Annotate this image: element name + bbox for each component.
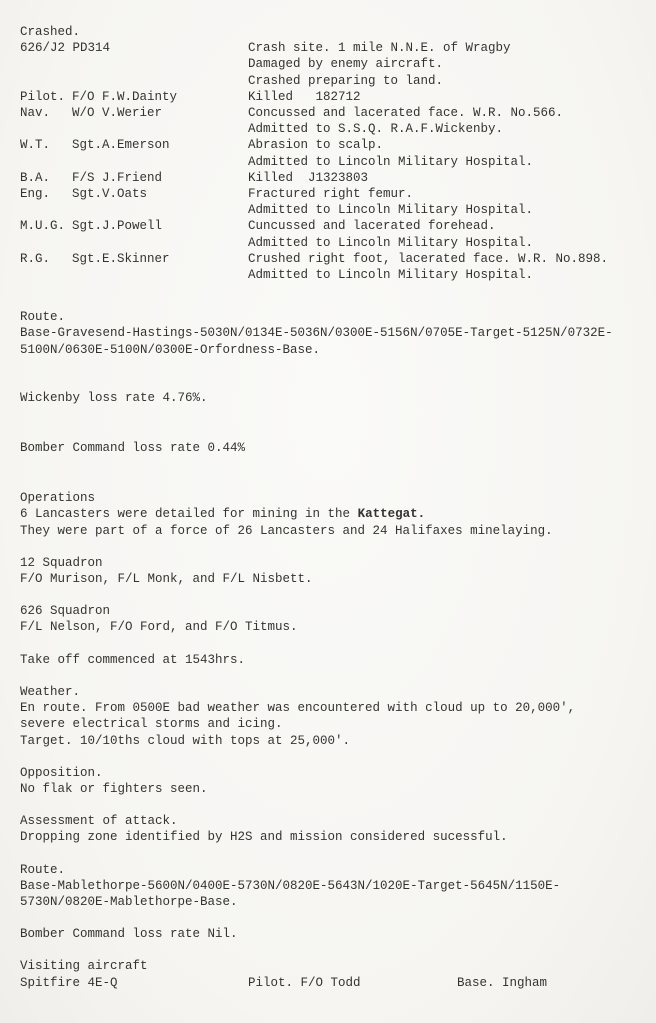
squadron-12-crews: F/O Murison, F/L Monk, and F/L Nisbett. [20,572,313,587]
visiting-aircraft-pilot: Pilot. F/O Todd [248,975,361,990]
squadron-12-title: 12 Squadron [20,555,103,570]
crew-outcome-line: Abrasion to scalp. [248,138,384,153]
section-squadron-12 [20,555,650,587]
squadron-626-title: 626 Squadron [20,604,111,619]
section-assessment [20,813,650,845]
crew-name: Sgt.A.Emerson [72,138,170,153]
operations-detail-line [20,506,650,522]
crew-row-rg [20,251,650,283]
crew-outcome-line: Fractured right femur. [248,187,414,202]
crew-outcome-line: Killed J1323803 [248,170,369,185]
squadron-626-crews: F/L Nelson, F/O Ford, and F/O Titmus. [20,620,298,635]
operations-target-name: Kattegat. [357,507,426,522]
crew-role: B.A. [20,170,51,185]
crew-outcome [248,170,650,186]
visiting-aircraft-row [20,975,650,991]
crew-row-pilot [20,89,650,105]
visiting-aircraft-base: Base. Ingham [457,975,548,990]
crew-outcome [248,186,650,218]
crew-name: W/O V.Werier [72,106,163,121]
crew-outcome-line: Crushed right foot, lacerated face. W.R. No.898. [248,251,609,266]
crew-outcome-line: Admitted to Lincoln Military Hospital. [248,203,534,218]
section-weather [20,684,650,749]
route-line: Base-Mablethorpe-5600N/0400E-5730N/0820E-5643N/1020E-Target-5645N/1150E- [20,878,561,893]
crew-outcome-line: Admitted to Lincoln Military Hospital. [248,268,534,283]
operations-detail-prefix: 6 Lancasters were detailed for mining in the [20,507,358,522]
crew-name: F/S J.Friend [72,170,163,185]
crew-outcome-line: Admitted to S.S.Q. R.A.F.Wickenby. [248,122,504,137]
section-route-mining [20,862,650,911]
weather-line: Target. 10/10ths cloud with tops at 25,000'. [20,733,351,748]
crew-name: Sgt.E.Skinner [72,251,170,266]
crew-role: Nav. [20,106,51,121]
weather-line: En route. From 0500E bad weather was encountered with cloud up to 20,000', [20,701,576,716]
route-title: Route. [20,862,66,877]
crew-name: Sgt.V.Oats [72,187,148,202]
crew-name: F/O F.W.Dainty [72,89,178,104]
aircraft-id: 626/J2 PD314 [20,41,111,56]
crash-detail-line: Damaged by enemy aircraft. [248,57,444,72]
crew-identity [20,105,248,121]
section-opposition [20,765,650,797]
crew-role: R.G. [20,251,51,266]
crew-outcome-line: Concussed and lacerated face. W.R. No.566. [248,106,564,121]
section-route-outbound [20,309,650,358]
crew-identity [20,170,248,186]
crew-row-ba [20,170,650,186]
section-squadron-626 [20,603,650,635]
operations-force-line: They were part of a force of 26 Lancasters and 24 Halifaxes minelaying. [20,523,553,538]
crew-role: Pilot. [20,89,66,104]
crash-details [248,40,650,89]
wickenby-loss-rate: Wickenby loss rate 4.76%. [20,390,208,405]
route-line: Base-Gravesend-Hastings-5030N/0134E-5036N/0300E-5156N/0705E-Target-5125N/0732E- [20,326,613,341]
opposition-line: No flak or fighters seen. [20,781,208,796]
take-off-line: Take off commenced at 1543hrs. [20,652,246,667]
route-title: Route. [20,310,66,325]
crew-role: W.T. [20,138,51,153]
assessment-line: Dropping zone identified by H2S and mission considered sucessful. [20,830,508,845]
crew-role: M.U.G. [20,219,66,234]
crew-name: Sgt.J.Powell [72,219,163,234]
crash-aircraft-row [20,40,650,89]
bomber-command-loss-rate: Bomber Command loss rate 0.44% [20,441,246,456]
crew-identity [20,137,248,153]
crew-row-wt [20,137,650,169]
crew-row-mug [20,218,650,250]
crew-outcome-line: Admitted to Lincoln Military Hospital. [248,235,534,250]
crew-identity [20,251,248,267]
crew-role: Eng. [20,187,51,202]
crew-outcome-line: Admitted to Lincoln Military Hospital. [248,154,534,169]
route-line: 5730N/0820E-Mablethorpe-Base. [20,894,238,909]
section-visiting-aircraft [20,958,650,990]
operations-title: Operations [20,491,96,506]
crew-row-eng [20,186,650,218]
crew-outcome [248,218,650,250]
crew-outcome-line: Killed 182712 [248,89,361,104]
weather-title: Weather. [20,684,81,699]
visiting-aircraft-id: Spitfire 4E-Q [20,975,118,990]
crew-row-nav [20,105,650,137]
route-line: 5100N/0630E-5100N/0300E-Orfordness-Base. [20,342,321,357]
opposition-title: Opposition. [20,765,103,780]
crew-outcome [248,137,650,169]
section-operations [20,490,650,539]
bomber-command-loss-rate-2: Bomber Command loss rate Nil. [20,927,238,942]
crew-outcome [248,89,650,105]
assessment-title: Assessment of attack. [20,814,178,829]
crew-outcome-line: Cuncussed and lacerated forehead. [248,219,496,234]
crew-identity [20,218,248,234]
crash-detail-line: Crash site. 1 mile N.N.E. of Wragby [248,41,511,56]
crew-outcome [248,105,650,137]
weather-line: severe electrical storms and icing. [20,717,283,732]
crash-status: Crashed. [20,25,81,39]
crew-identity [20,89,248,105]
visiting-aircraft-title: Visiting aircraft [20,959,148,974]
crew-outcome [248,251,650,283]
crash-detail-line: Crashed preparing to land. [248,73,444,88]
crew-identity [20,186,248,202]
